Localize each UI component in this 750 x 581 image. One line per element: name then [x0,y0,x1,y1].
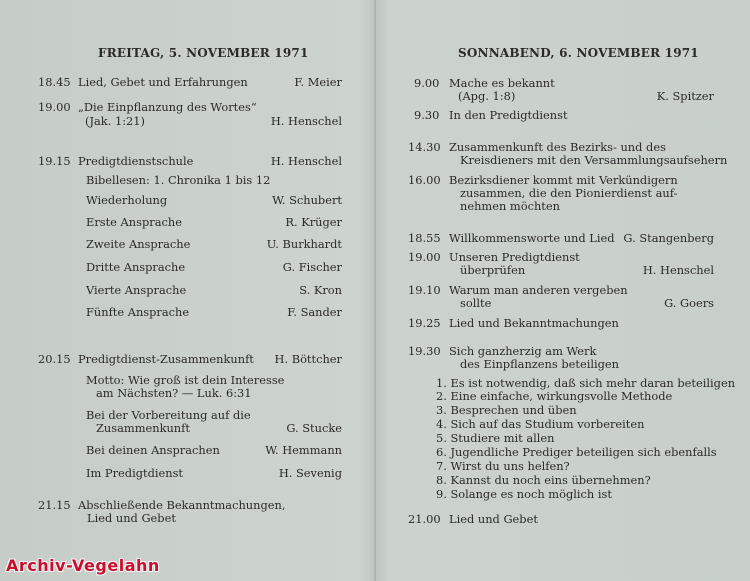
program-title-line2: zusammen, die den Pionierdienst auf- [460,186,678,200]
speaker: F. Sander [287,305,342,319]
time: 21.00 [408,512,441,526]
speaker: G. Fischer [282,260,342,274]
sub-item: Vierte Ansprache [86,283,187,297]
speaker: K. Spitzer [656,89,714,103]
time: 19.30 [408,344,441,358]
friday-page [0,0,372,581]
sub-item: Bibellesen: 1. Chronika 1 bis 12 [86,173,271,187]
program-title: „Die Einpflanzung des Wortes“ [78,100,257,114]
program-title: Zusammenkunft des Bezirks- und des [449,140,666,154]
list-item: 4. Sich auf das Studium vorbereiten [436,417,645,431]
sub-item: Fünfte Ansprache [86,305,190,319]
list-item: 1. Es ist notwendig, daß sich mehr daran beteiligen [436,376,736,390]
saturday-page [378,0,750,581]
speaker: G. Goers [664,296,714,310]
program-title: Predigtdienstschule [78,154,194,168]
motto-line2: am Nächsten? — Luk. 6:31 [96,386,252,400]
page-fold [374,0,377,581]
speaker: H. Henschel [270,114,342,128]
motto: Motto: Wie groß ist dein Interesse [86,373,285,387]
speaker: R. Krüger [285,215,342,229]
program-title-line2: (Jak. 1:21) [85,114,145,128]
sub-item: Erste Ansprache [86,215,182,229]
time: 19.00 [408,250,441,264]
program-title: Willkommensworte und Lied [449,231,615,245]
speaker: S. Kron [299,283,342,297]
time: 14.30 [408,140,441,154]
sub-item: Zweite Ansprache [86,237,191,251]
time: 9.00 [414,76,440,90]
list-item: 5. Studiere mit allen [436,431,555,445]
program-title: Lied, Gebet und Erfahrungen [78,75,248,89]
program-title: In den Predigtdienst [449,108,568,122]
sub-item: Bei der Vorbereitung auf die [86,408,251,422]
speaker: H. Henschel [642,263,714,277]
program-title-line2: Kreisdieners mit den Versammlungsaufsehern [460,153,728,167]
saturday-heading: SONNABEND, 6. NOVEMBER 1971 [458,46,699,60]
sub-item-line2: Zusammenkunft [96,421,190,435]
speaker: W. Schubert [272,193,342,207]
program-title-line3: nehmen möchten [460,199,560,213]
time: 19.15 [38,154,71,168]
time: 20.15 [38,352,71,366]
time: 18.55 [408,231,441,245]
list-item: 2. Eine einfache, wirkungsvolle Methode [436,389,673,403]
speaker: U. Burkhardt [266,237,342,251]
speaker: W. Hemmann [265,443,342,457]
sub-item: Im Predigtdienst [86,466,184,480]
speaker: H. Henschel [270,154,342,168]
program-title-line2: Lied und Gebet [87,511,176,525]
program-title-line2: überprüfen [460,263,526,277]
program-title: Predigtdienst-Zusammenkunft [78,352,254,366]
program-title-line2: des Einpflanzens beteiligen [460,357,620,371]
time: 19.00 [38,100,71,114]
time: 18.45 [38,75,71,89]
list-item: 7. Wirst du uns helfen? [436,459,570,473]
time: 19.10 [408,283,441,297]
list-item: 3. Besprechen und üben [436,403,577,417]
list-item: 8. Kannst du noch eins übernehmen? [436,473,651,487]
list-item: 6. Jugendliche Prediger beteiligen sich ebenfalls [436,445,717,459]
time: 21.15 [38,498,71,512]
time: 19.25 [408,316,441,330]
sub-item: Bei deinen Ansprachen [86,443,220,457]
time: 16.00 [408,173,441,187]
sub-item: Wiederholung [86,193,168,207]
program-title: Abschließende Bekanntmachungen, [78,498,286,512]
program-title: Unseren Predigtdienst [449,250,580,264]
program-title: Mache es bekannt [449,76,555,90]
program-title-line2: sollte [460,296,492,310]
program-title: Lied und Gebet [449,512,538,526]
program-title: Bezirksdiener kommt mit Verkündigern [449,173,678,187]
speaker: G. Stangenberg [623,231,714,245]
speaker: H. Böttcher [274,352,342,366]
list-item: 9. Solange es noch möglich ist [436,487,612,501]
program-title-line2: (Apg. 1:8) [458,89,516,103]
speaker: F. Meier [294,75,342,89]
program-title: Sich ganzherzig am Werk [449,344,597,358]
time: 9.30 [414,108,440,122]
program-title: Lied und Bekanntmachungen [449,316,619,330]
friday-heading: FREITAG, 5. NOVEMBER 1971 [98,46,309,60]
speaker: G. Stucke [286,421,342,435]
archive-watermark: Archiv-Vegelahn [6,556,160,575]
sub-item: Dritte Ansprache [86,260,186,274]
program-title: Warum man anderen vergeben [449,283,628,297]
speaker: H. Sevenig [278,466,342,480]
